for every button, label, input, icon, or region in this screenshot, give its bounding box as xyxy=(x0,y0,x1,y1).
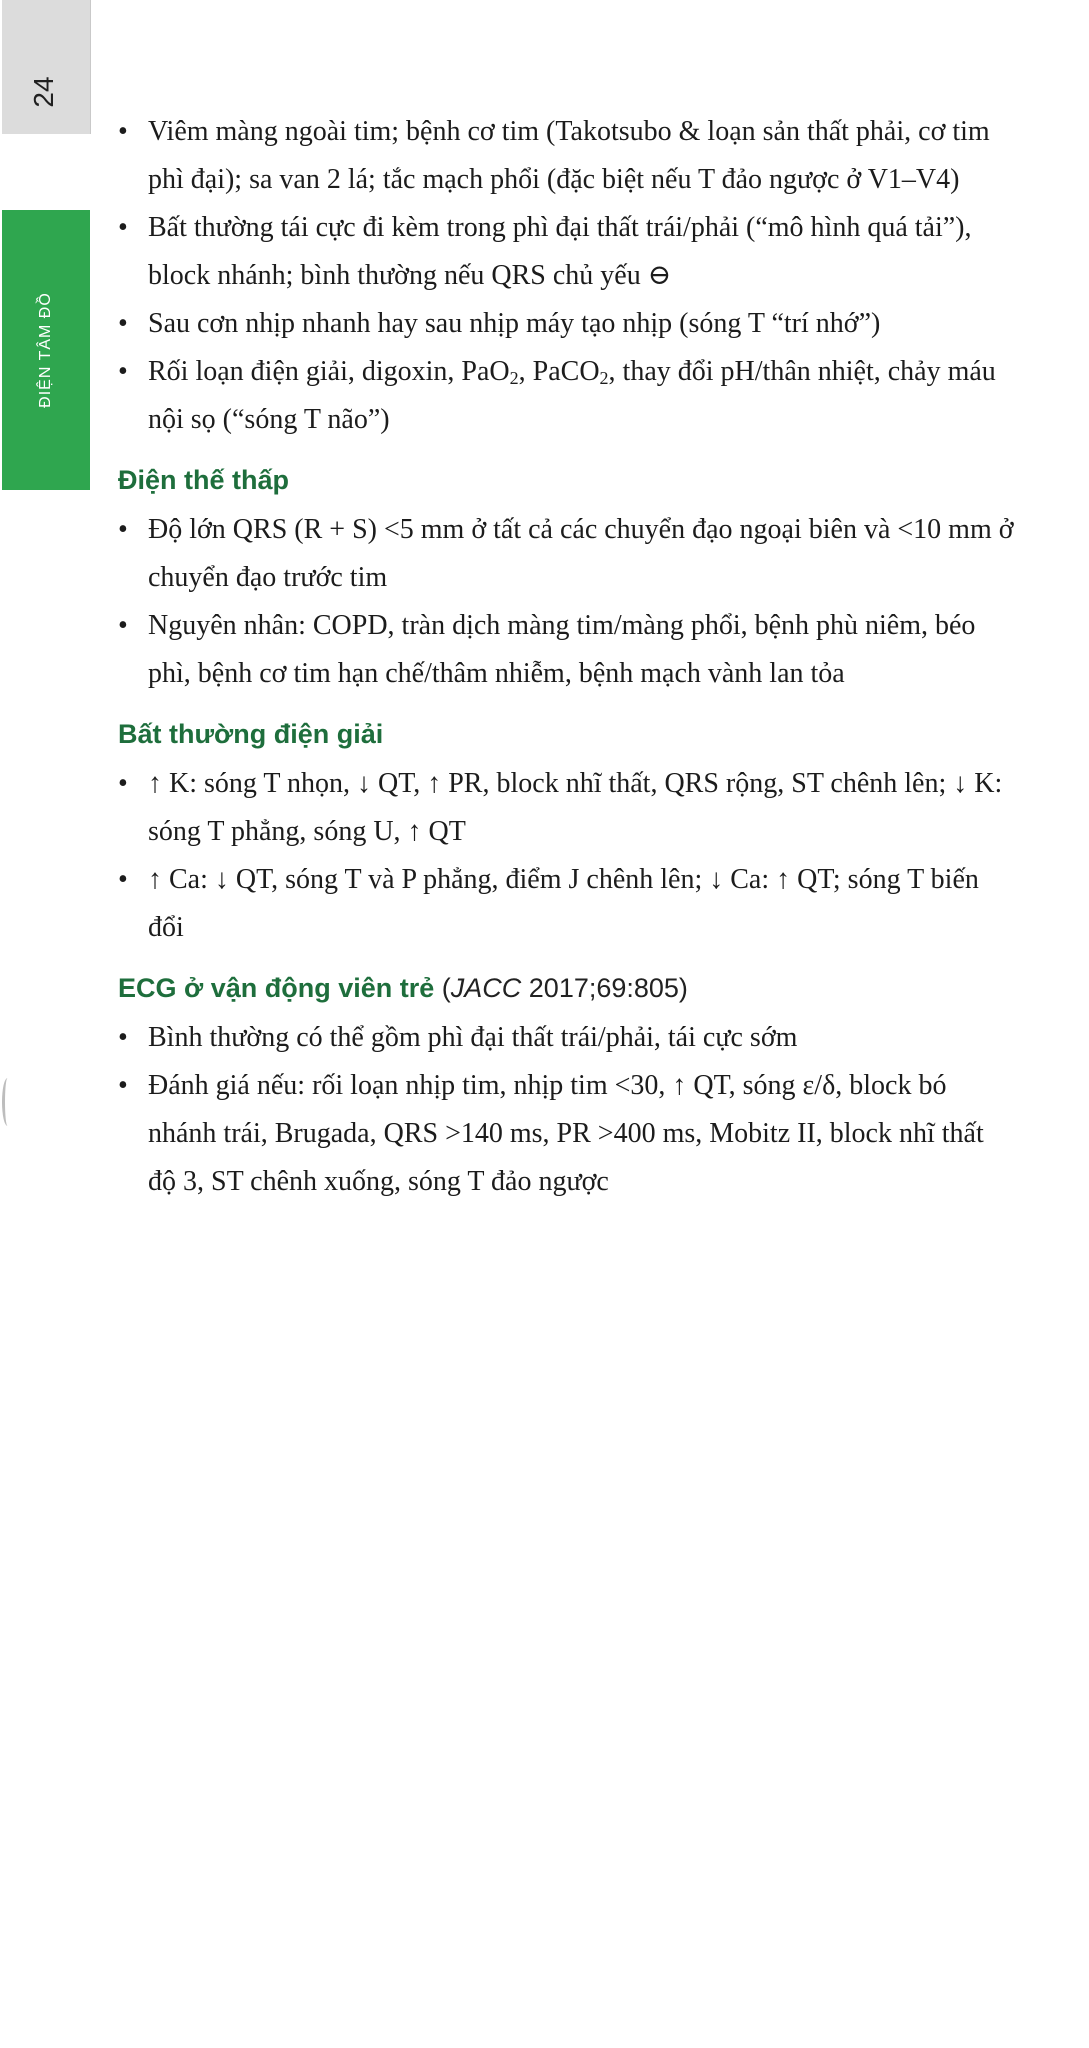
bullet-icon: • xyxy=(118,1022,128,1053)
bullet-icon: • xyxy=(118,864,128,895)
list-item: • Nguyên nhân: COPD, tràn dịch màng tim/màng phổi, bệnh phù niêm, béo phì, bệnh cơ tim hạn chế/thâm nhiễm, bệnh mạch vành lan tỏa xyxy=(118,602,1018,698)
bullet-icon: • xyxy=(118,514,128,545)
list-item: • Viêm màng ngoài tim; bệnh cơ tim (Takotsubo & loạn sản thất phải, cơ tim phì đại); sa van 2 lá; tắc mạch phổi (đặc biệt nếu T đảo ngược ở V1–V4) xyxy=(118,108,1018,204)
intro-list xyxy=(118,108,1018,444)
page-edge-mark xyxy=(2,1078,13,1126)
athlete-list xyxy=(118,1014,1018,1206)
page-content xyxy=(118,108,1018,1206)
section-tab-label: ĐIỆN TÂM ĐỒ xyxy=(37,292,54,408)
list-item: • Sau cơn nhịp nhanh hay sau nhịp máy tạo nhịp (sóng T “trí nhớ”) xyxy=(118,300,1018,348)
list-item: • Bình thường có thể gồm phì đại thất trái/phải, tái cực sớm xyxy=(118,1014,1018,1062)
section-heading-electrolyte: Bất thường điện giải xyxy=(118,719,384,749)
list-item: • Rối loạn điện giải, digoxin, PaO$_2$, PaCO$_2$, thay đổi pH/thân nhiệt, chảy máu nội sọ (“sóng T não”) xyxy=(118,348,1018,444)
bullet-icon: • xyxy=(118,356,128,387)
bullet-icon: • xyxy=(118,768,128,799)
bullet-icon: • xyxy=(118,610,128,641)
list-item: • Độ lớn QRS (R + S) <5 mm ở tất cả các chuyển đạo ngoại biên và <10 mm ở chuyển đạo trước tim xyxy=(118,506,1018,602)
bullet-icon: • xyxy=(118,116,128,147)
bullet-icon: • xyxy=(118,1070,128,1101)
list-item: • ↑ Ca: ↓ QT, sóng T và P phẳng, điểm J chênh lên; ↓ Ca: ↑ QT; sóng T biến đổi xyxy=(118,856,1018,952)
bullet-icon: • xyxy=(118,212,128,243)
list-item: • Bất thường tái cực đi kèm trong phì đại thất trái/phải (“mô hình quá tải”), block nhánh; bình thường nếu QRS chủ yếu ⊖ xyxy=(118,204,1018,300)
electrolyte-list xyxy=(118,760,1018,952)
section-heading-athlete xyxy=(118,966,1018,1010)
section-heading-low-voltage: Điện thế thấp xyxy=(118,465,290,495)
page-number-tab xyxy=(2,0,91,134)
list-item: • ↑ K: sóng T nhọn, ↓ QT, ↑ PR, block nhĩ thất, QRS rộng, ST chênh lên; ↓ K: sóng T phẳng, sóng U, ↑ QT xyxy=(118,760,1018,856)
section-tab xyxy=(2,210,90,490)
athlete-heading-text: ECG ở vận động viên trẻ xyxy=(118,973,435,1003)
athlete-citation: (JACC 2017;69:805) xyxy=(441,973,688,1003)
bullet-icon: • xyxy=(118,308,128,339)
list-item: • Đánh giá nếu: rối loạn nhịp tim, nhịp tim <30, ↑ QT, sóng ε/δ, block bó nhánh trái, Brugada, QRS >140 ms, PR >400 ms, Mobitz II, block nhĩ thất độ 3, ST chênh xuống, sóng T đảo ngược xyxy=(118,1062,1018,1206)
page-number: 24 xyxy=(28,76,59,108)
low-voltage-list xyxy=(118,506,1018,698)
